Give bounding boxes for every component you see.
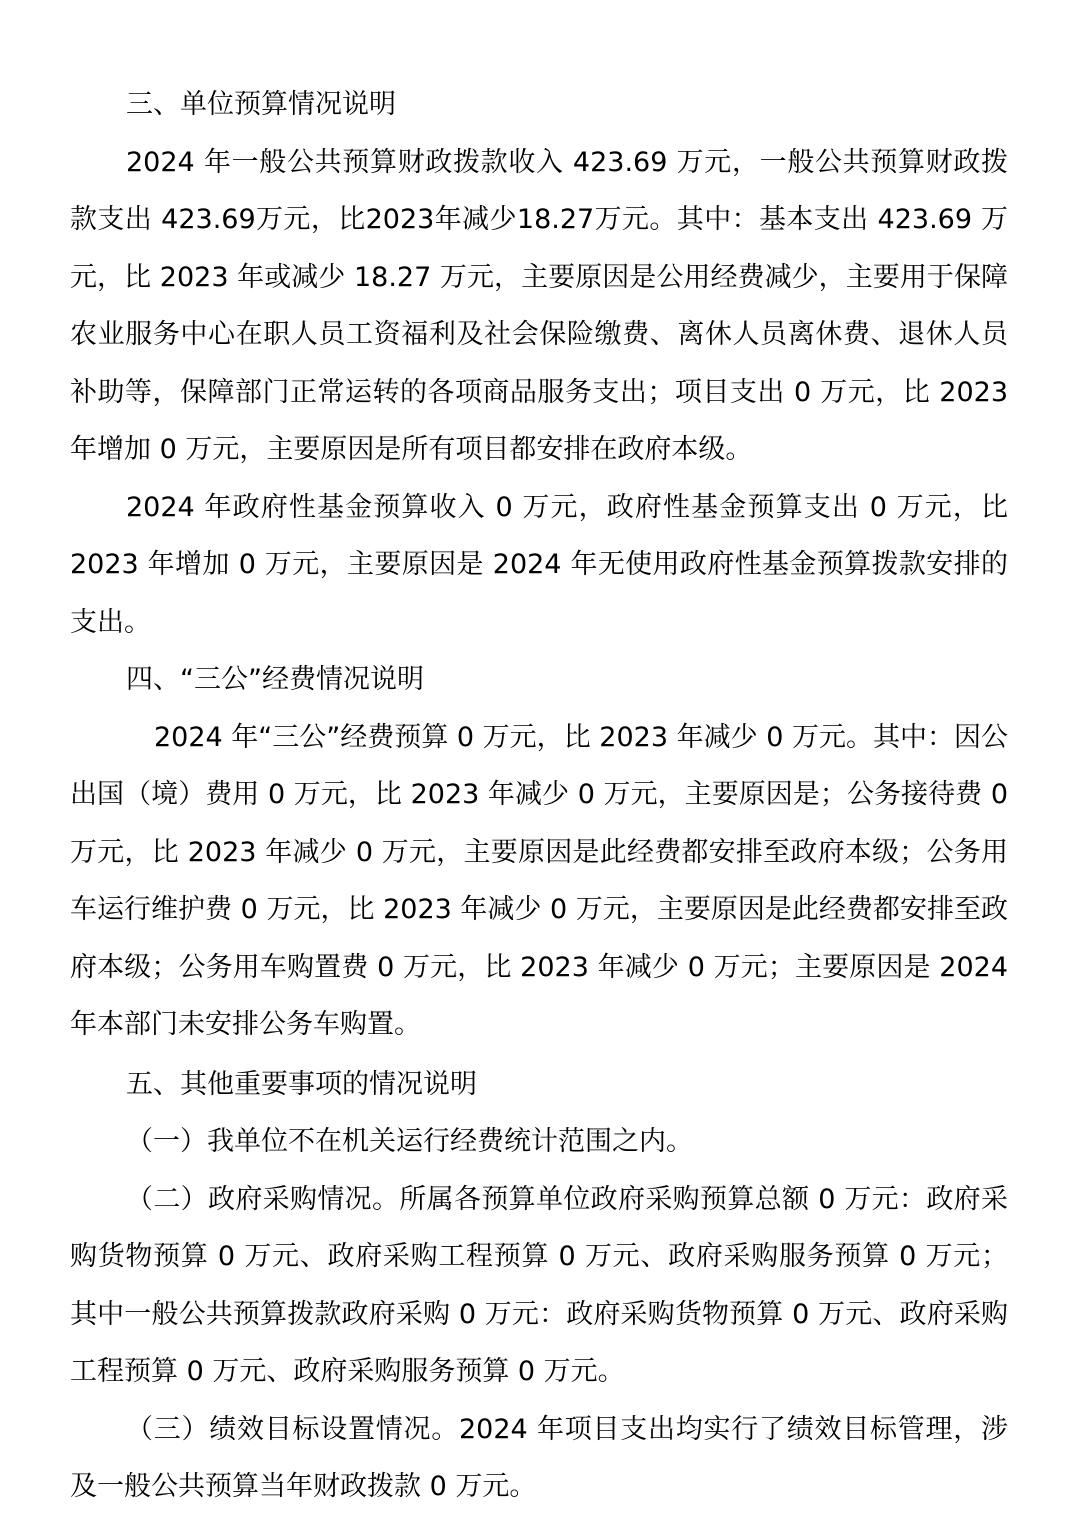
section-4-heading: 四、“三公”经费情况说明 xyxy=(126,664,424,695)
section-5-item-1: （一）我单位不在机关运行经费统计范围之内。 xyxy=(126,1126,693,1157)
section-5-item-2-procurement: （二）政府采购情况。所属各预算单位政府采购预算总额 0 万元：政府采购货物预算 0 万元、政府采购工程预算 0 万元、政府采购服务预算 0 万元；其中一般公共预算拨款政府采购 0 万元：政府采购货物预算 0 万元、政府采购工程预算 0 万元、政府采购服务预算 0 万元。 xyxy=(70,1183,1008,1387)
section-3-paragraph-government-fund: 2024 年政府性基金预算收入 0 万元，政府性基金预算支出 0 万元，比 2023 年增加 0 万元，主要原因是 2024 年无使用政府性基金预算拨款安排的支出。 xyxy=(70,491,1008,638)
section-5-heading: 五、其他重要事项的情况说明 xyxy=(126,1068,477,1100)
section-3-paragraph-general-budget: 2024 年一般公共预算财政拨款收入 423.69 万元，一般公共预算财政拨款支出 423.69万元，比2023年减少18.27万元。其中：基本支出 423.69 万元，比 2023 年或减少 18.27 万元，主要原因是公用经费减少，主要用于保障农业服务中心在职人员工资福利及社会保险缴费、离休人员离休费、退休人员补助等，保障部门正常运转的各项商品服务支出；项目支出 0 万元，比 2023 年增加 0 万元，主要原因是所有项目都安排在政府本级。 xyxy=(70,146,1008,465)
section-3-heading: 三、单位预算情况说明 xyxy=(126,89,396,120)
section-4-paragraph-three-public-expenses: 2024 年“三公”经费预算 0 万元，比 2023 年减少 0 万元。其中：因公出国（境）费用 0 万元，比 2023 年减少 0 万元，主要原因是；公务接待费 0 万元，比 2023 年减少 0 万元，主要原因是此经费都安排至政府本级；公务用车运行维护费 0 万元，比 2023 年减少 0 万元，主要原因是此经费都安排至政府本级；公务用车购置费 0 万元，比 2023 年减少 0 万元；主要原因是 2024 年本部门未安排公务车购置。 xyxy=(70,721,1008,1040)
section-5-item-3-performance-targets: （三）绩效目标设置情况。2024 年项目支出均实行了绩效目标管理，涉及一般公共预算当年财政拨款 0 万元。 xyxy=(70,1413,1008,1502)
